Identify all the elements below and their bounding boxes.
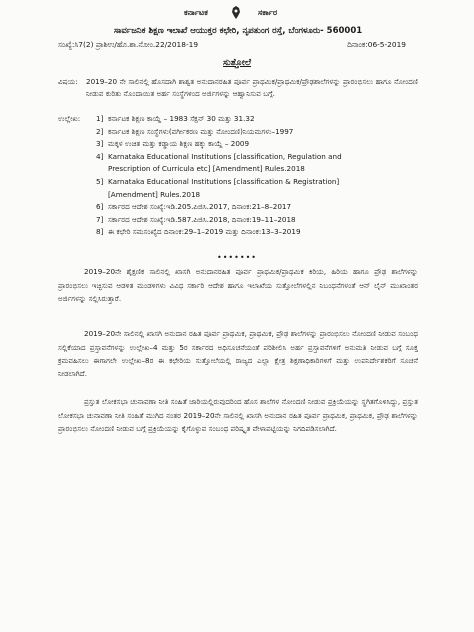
reference-item: 8] ಈ ಕಛೇರಿ ಸಮಸಂಖ್ಯೆದ ದಿನಾಂಕ:29–1–2019 ಮತ್ತು ದಿನಾಂಕ:13–3–2019 — [96, 227, 301, 237]
reference-item: 7] ಸರ್ಕಾರದ ಆದೇಶ ಸಂಖ್ಯೆ:ಇಡಿ.587.ಪಿಜಿಸಿ.2018, ದಿನಾಂಕ:19–11–2018 — [96, 214, 296, 224]
subject-text: 2019–20 ನೇ ಸಾಲಿನಲ್ಲಿ ಹೊಸದಾಗಿ ಶಾಶ್ವತ ಅನುದಾನರಹಿತ ಪೂರ್ವ ಪ್ರಾಥಮಿಕ/ಪ್ರಾಥಮಿಕ/ಪ್ರೌಢಶಾಲೆಗಳನ್ನು ಪ್ರಾರಂಭಿಸಲು ಹಾಗೂ ನೋಂದಣಿ ನೀಡುವ ಕುರಿತು ನೊಂದಾಯಿತ ಅರ್ಹ ಸಂಸ್ಥೆಗಳಿಂದ ಅರ್ಜಿಗಳನ್ನು ಆಹ್ವಾನಿಸುವ ಬಗ್ಗೆ. — [86, 77, 418, 98]
reference-item: 6] ಸರ್ಕಾರದ ಆದೇಶ ಸಂಖ್ಯೆ:ಇಡಿ.205.ಪಿಜಿಸಿ.2017, ದಿನಾಂಕ:21–8–2017 — [96, 202, 292, 212]
subject-block — [58, 76, 418, 99]
reference-item: 4] Karnataka Educational Institutions [classification, Regulation and Prescription of Curricula etc] [Amendment] Rules.2018 — [96, 151, 342, 174]
reference-item: 1] ಕರ್ನಾಟಕ ಶಿಕ್ಷಣ ಕಾಯ್ದೆ – 1983 ಸೆಕ್ಷನ್ 30 ಮತ್ತು 31.32 — [96, 114, 255, 123]
state-emblem-icon — [229, 4, 243, 20]
body-paragraph-3: ಪ್ರಸ್ತುತ ಲೋಕಸಭಾ ಚುನಾವಣಾ ನೀತಿ ಸಂಹಿತೆ ಜಾರಿಯಲ್ಲಿರುವುದರಿಂದ ಹೊಸ ಶಾಲೆಗಳ ನೋಂದಣಿ ನೀಡುವ ಪ್ರಕ್ರಿಯೆಯನ್ನು ಸ್ಥಗಿತಗೊಳಿಸಿದ್ದು, ಪ್ರಸ್ತುತ ಲೋಕಸಭಾ ಚುನಾವಣಾ ನೀತಿ ಸಂಹಿತೆ ಮುಗಿದ ನಂತರ 2019–20ನೇ ಸಾಲಿನಲ್ಲಿ ಖಾಸಗಿ ಅನುದಾನ ರಹಿತ ಪೂರ್ವ ಪ್ರಾಥಮಿಕ, ಪ್ರಾಥಮಿಕ, ಪ್ರೌಢ ಶಾಲೆಗಳನ್ನು ಪ್ರಾರಂಭಿಸಲು ನೋಂದಣಿ ನೀಡುವ ಬಗ್ಗೆ ಪ್ರಕ್ರಿಯೆಯನ್ನು ಕೈಗೊಳ್ಳುವ ಸಂಬಂಧ ಪರಿಷ್ಕೃತ ವೇಳಾಪಟ್ಟಿಯನ್ನು ನಿಗದಿಪಡಿಸಲಾಗಿದೆ. — [58, 397, 418, 433]
office-address: ಸಾರ್ವಜನಿಕ ಶಿಕ್ಷಣ ಇಲಾಖೆ ಆಯುಕ್ತರ ಕಛೇರಿ, ನೃಪತುಂಗ ರಸ್ತೆ, ಬೆಂಗಳೂರು- 560001 — [113, 26, 363, 36]
document-date: ದಿನಾಂಕ:06-5-2019 — [347, 40, 406, 49]
circular-title: ಸುತ್ತೋಲೆ — [222, 58, 252, 68]
reference-item: 2] ಕರ್ನಾಟಕ ಶಿಕ್ಷಣ ಸಂಸ್ಥೆಗಳು(ವರ್ಗೀಕರಣ ಮತ್ತು ನೋಂದಣಿ)ನಿಯಮಗಳು–1997 — [96, 126, 294, 136]
reference-item: 5] Karnataka Educational Institutions [classification & Registration] [Amendment] Rules.2018 — [96, 176, 340, 199]
body-paragraph-2: 2019–20ನೇ ಸಾಲಿನಲ್ಲಿ ಖಾಸಗಿ ಅನುದಾನ ರಹಿತ ಪೂರ್ವ ಪ್ರಾಥಮಿಕ, ಪ್ರಾಥಮಿಕ, ಪ್ರೌಢ ಶಾಲೆಗಳನ್ನು ಪ್ರಾರಂಭಿಸಲು ನೋಂದಣಿ ನೀಡುವ ಸಂಬಂಧ ಸಲ್ಲಿಕೆಯಾದ ಪ್ರಸ್ತಾವನೆಗಳನ್ನು ಉಲ್ಲೇಖ–4 ಮತ್ತು 5ರ ಸರ್ಕಾರದ ಅಧಿಸೂಚನೆಯಂತೆ ಪರಿಶೀಲಿಸಿ ಅರ್ಹ ಪ್ರಸ್ತಾವನೆಗಳಿಗೆ ಅನುಮತಿ ನೀಡುವ ಬಗ್ಗೆ ಸೂಕ್ತ ಕ್ರಮವಹಿಸಲು ಈಗಾಗಲೇ ಉಲ್ಲೇಖ–8ರ ಈ ಕಛೇರಿಯ ಸುತ್ತೋಲೆಯಲ್ಲಿ ರಾಜ್ಯದ ಎಲ್ಲಾ ಕ್ಷೇತ್ರ ಶಿಕ್ಷಣಾಧಿಕಾರಿಗಳಿಗೆ ಮತ್ತು ಉಪನಿರ್ದೇಶಕರಿಗೆ ಸೂಚನೆ ನೀಡಲಾಗಿದೆ. — [58, 329, 418, 379]
references-label: ಉಲ್ಲೇಖ: — [58, 114, 81, 123]
header-government: ಸರ್ಕಾರ — [258, 8, 278, 17]
references-list — [58, 113, 420, 239]
reference-number: ಸಂಖ್ಯೆ:ಸಿ7(2) ಪ್ರಾಶಿಉ/ಹೊ.ಶಾ.ನೋಂ.22/2018-19 — [58, 40, 199, 49]
body-paragraph-1: 2019–20ನೇ ಶೈಕ್ಷಣಿಕ ಸಾಲಿನಲ್ಲಿ ಖಾಸಗಿ ಅನುದಾನರಹಿತ ಪೂರ್ವ ಪ್ರಾಥಮಿಕ/ಪ್ರಾಥಮಿಕ ಕಿರಿಯ, ಹಿರಿಯ ಹಾಗೂ ಪ್ರೌಢ ಶಾಲೆಗಳನ್ನು ಪ್ರಾರಂಭಿಸಲು ಇಚ್ಛಿಸುವ ಆಡಳಿತ ಮಂಡಳಿಗಳು ವಿವಿಧ ಸರ್ಕಾರಿ ಆದೇಶ ಹಾಗೂ ಇಲಾಖೆಯ ಸುತ್ತೋಲೆಗಳಲ್ಲಿನ ನಿಬಂಧನೆಗಳಂತೆ ಆನ್ ಲೈನ್ ಮುಖಾಂತರ ಅರ್ಜಿಗಳನ್ನು ಸಲ್ಲಿಸಿರುತ್ತಾರೆ. — [58, 267, 418, 303]
references-block — [58, 113, 420, 239]
section-divider: ••••••• — [216, 253, 258, 262]
subject-label: ವಿಷಯ: — [58, 77, 78, 86]
header-state-name: ಕರ್ನಾಟಕ — [184, 8, 208, 17]
reference-item: 3] ಮಕ್ಕಳ ಉಚಿತ ಮತ್ತು ಕಡ್ಡಾಯ ಶಿಕ್ಷಣ ಹಕ್ಕು ಕಾಯ್ದೆ – 2009 — [96, 139, 250, 149]
